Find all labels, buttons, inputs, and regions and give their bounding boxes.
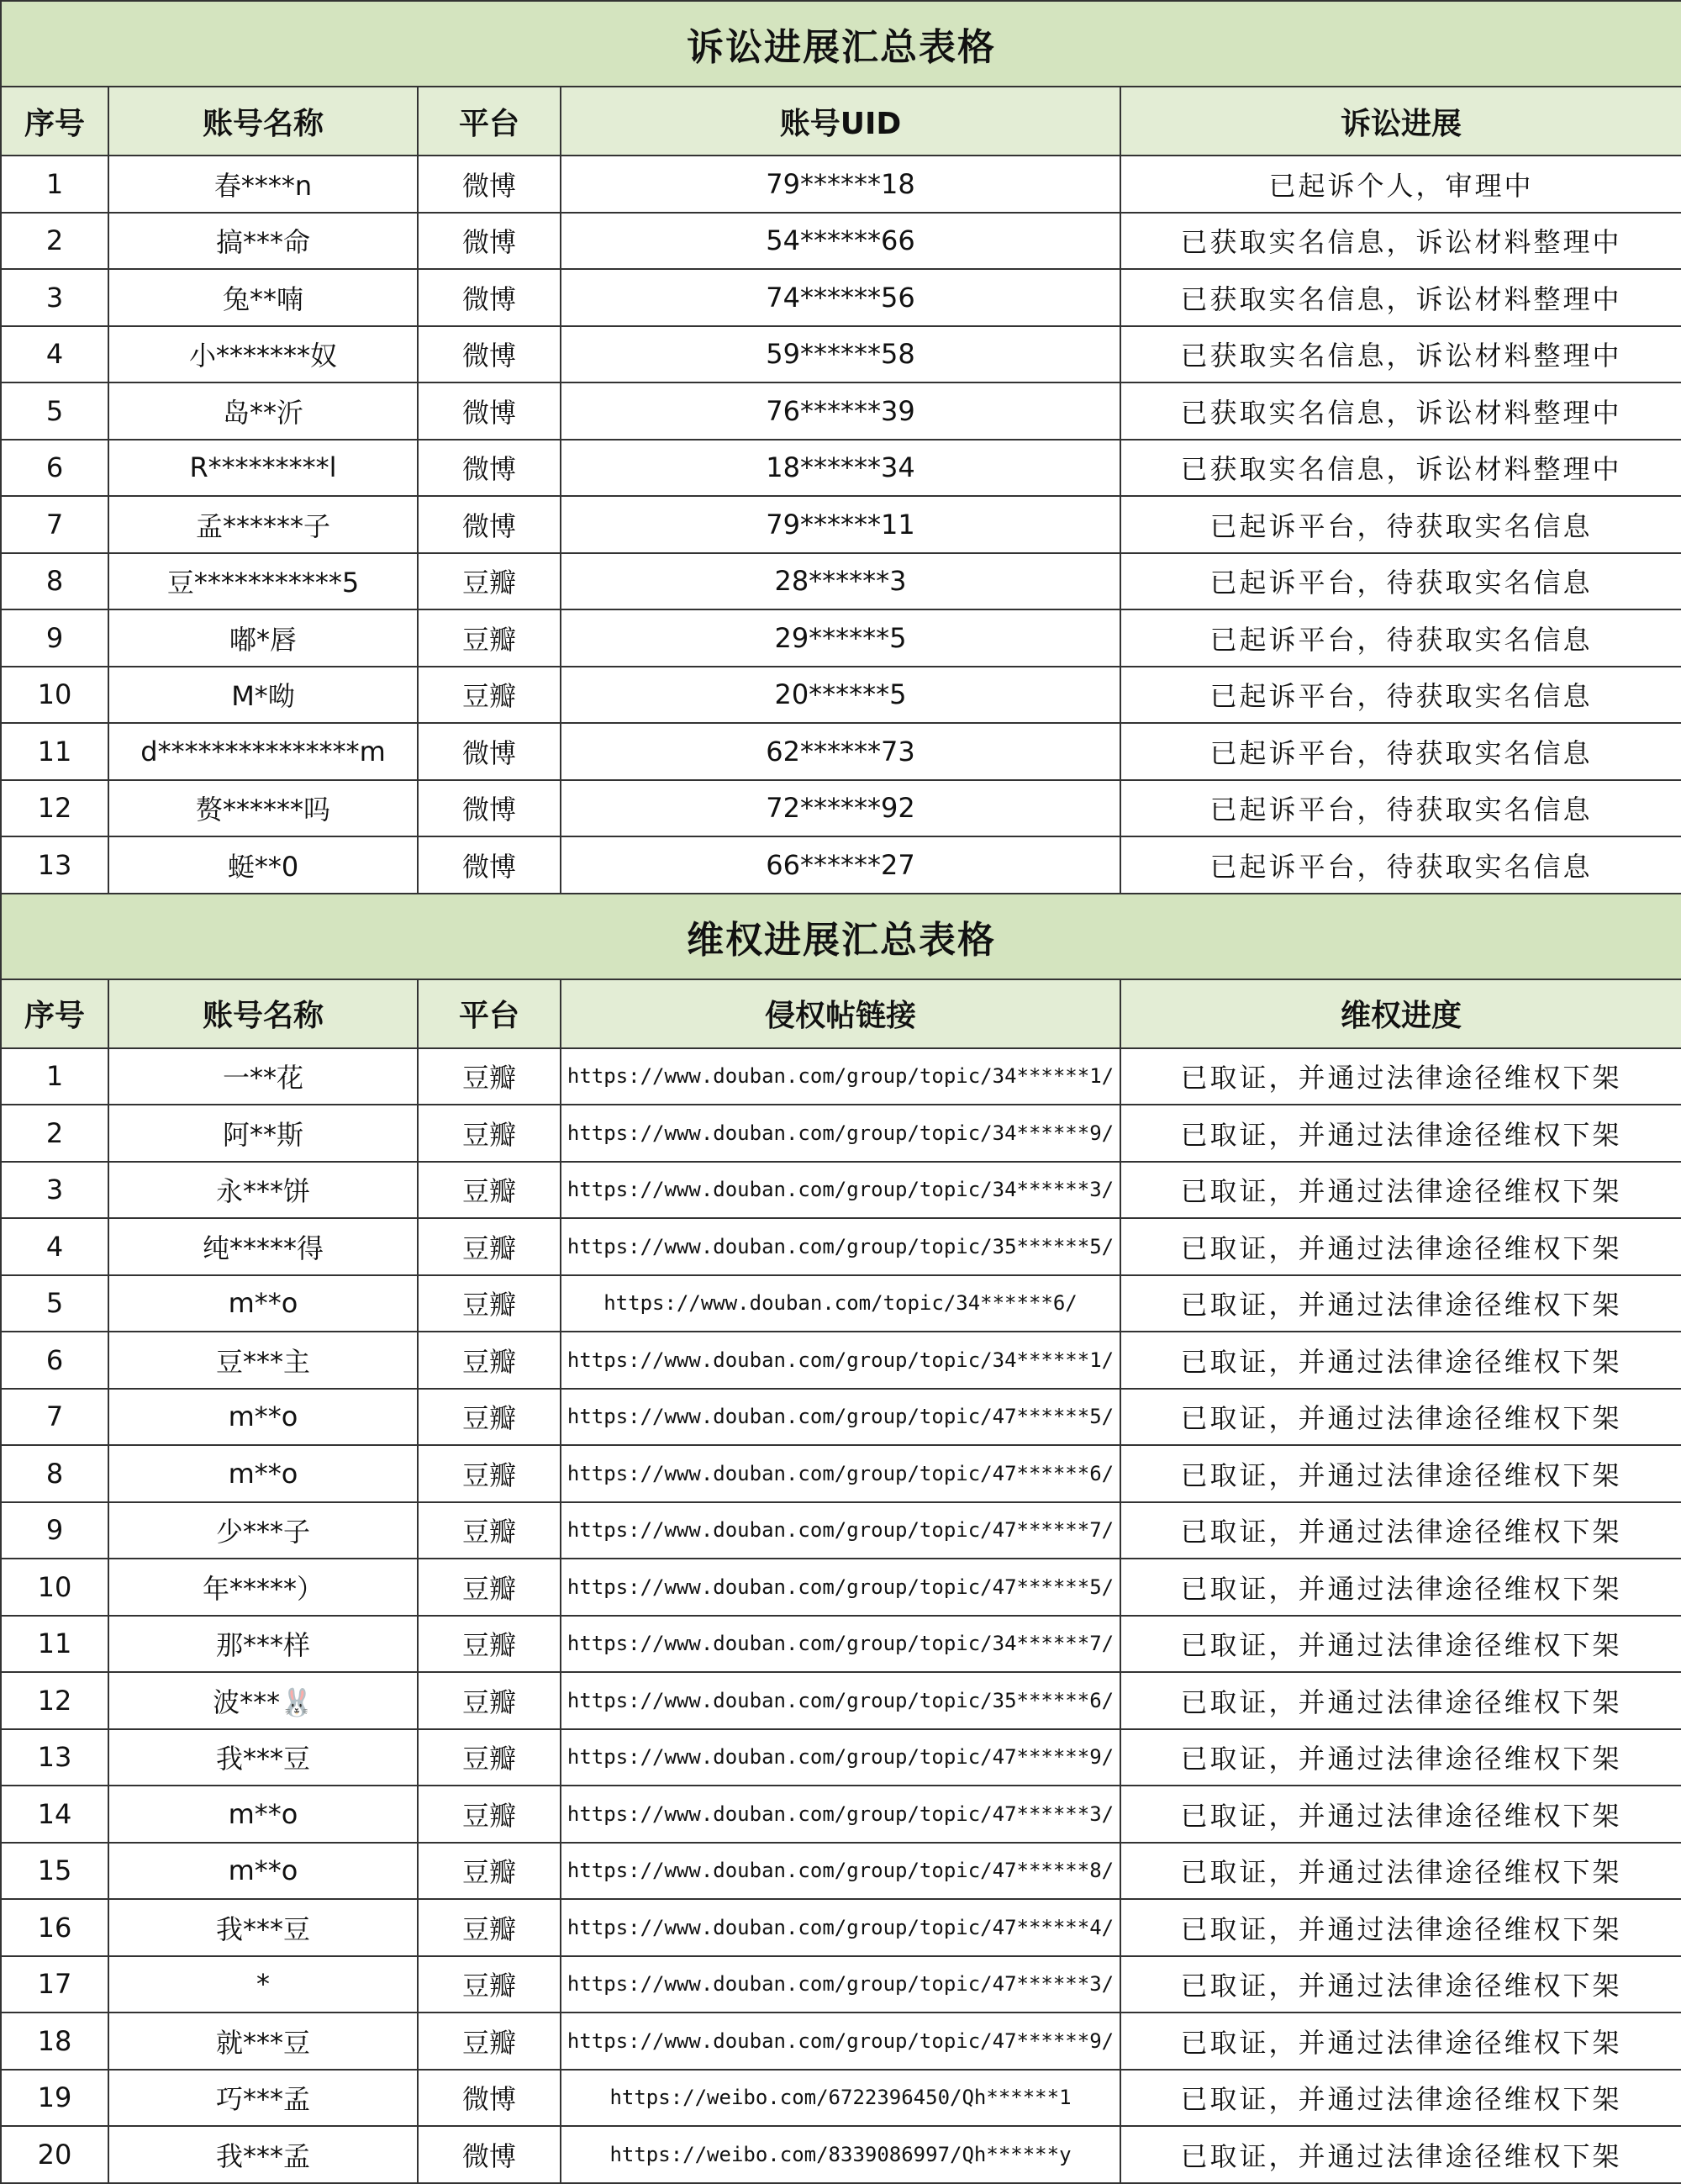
cell-account-name: 那***样	[108, 1616, 418, 1673]
cell-index: 1	[1, 156, 108, 213]
cell-rights-progress: 已取证，并通过法律途径维权下架	[1120, 1559, 1681, 1616]
cell-account-uid: 76******39	[561, 382, 1120, 440]
cell-account-uid: 74******56	[561, 269, 1120, 326]
cell-rights-progress: 已取证，并通过法律途径维权下架	[1120, 1048, 1681, 1105]
cell-account-name: m**o	[108, 1445, 418, 1502]
table-row	[1, 326, 1681, 383]
cell-index: 13	[1, 836, 108, 894]
table-row	[1, 1332, 1681, 1389]
table-row	[1, 1389, 1681, 1446]
table-row	[1, 1502, 1681, 1559]
cell-rights-progress: 已取证，并通过法律途径维权下架	[1120, 2070, 1681, 2127]
cell-platform: 微博	[418, 780, 561, 837]
cell-index: 1	[1, 1048, 108, 1105]
cell-platform: 微博	[418, 2070, 561, 2127]
cell-infringing-link[interactable]: https://www.douban.com/group/topic/47******9/	[561, 2013, 1120, 2070]
table-row	[1, 2070, 1681, 2127]
cell-infringing-link[interactable]: https://www.douban.com/group/topic/34******1/	[561, 1332, 1120, 1389]
table-row	[1, 496, 1681, 553]
cell-index: 6	[1, 1332, 108, 1389]
cell-infringing-link[interactable]: https://www.douban.com/group/topic/47******5/	[561, 1559, 1120, 1616]
header-litigation-progress: 诉讼进展	[1120, 87, 1681, 156]
cell-infringing-link[interactable]: https://www.douban.com/group/topic/34******1/	[561, 1048, 1120, 1105]
cell-platform: 微博	[418, 382, 561, 440]
cell-rights-progress: 已取证，并通过法律途径维权下架	[1120, 2126, 1681, 2183]
cell-index: 4	[1, 326, 108, 383]
header-index: 序号	[1, 87, 108, 156]
header-platform: 平台	[418, 979, 561, 1048]
cell-platform: 豆瓣	[418, 1218, 561, 1275]
cell-platform: 豆瓣	[418, 1275, 561, 1332]
header-index: 序号	[1, 979, 108, 1048]
cell-account-uid: 62******73	[561, 723, 1120, 780]
cell-platform: 豆瓣	[418, 553, 561, 610]
table-row	[1, 269, 1681, 326]
cell-platform: 豆瓣	[418, 1332, 561, 1389]
cell-account-name: 搞***命	[108, 213, 418, 270]
cell-account-name: 豆***********5	[108, 553, 418, 610]
cell-platform: 豆瓣	[418, 1105, 561, 1162]
cell-account-name: 年*****）	[108, 1559, 418, 1616]
litigation-header-row	[1, 87, 1681, 156]
cell-account-uid: 79******11	[561, 496, 1120, 553]
table-row	[1, 1445, 1681, 1502]
cell-account-name: 春****n	[108, 156, 418, 213]
cell-index: 2	[1, 1105, 108, 1162]
cell-platform: 微博	[418, 496, 561, 553]
cell-platform: 豆瓣	[418, 1616, 561, 1673]
cell-account-name: 我***豆	[108, 1729, 418, 1786]
cell-rights-progress: 已取证，并通过法律途径维权下架	[1120, 1729, 1681, 1786]
cell-account-name: 我***孟	[108, 2126, 418, 2183]
table-row	[1, 1218, 1681, 1275]
cell-rights-progress: 已取证，并通过法律途径维权下架	[1120, 1502, 1681, 1559]
header-account-name: 账号名称	[108, 87, 418, 156]
cell-platform: 微博	[418, 836, 561, 894]
cell-rights-progress: 已取证，并通过法律途径维权下架	[1120, 1105, 1681, 1162]
cell-rights-progress: 已取证，并通过法律途径维权下架	[1120, 1843, 1681, 1900]
cell-account-name: M*呦	[108, 667, 418, 724]
cell-account-uid: 54******66	[561, 213, 1120, 270]
cell-infringing-link[interactable]: https://www.douban.com/group/topic/47******5/	[561, 1389, 1120, 1446]
cell-index: 8	[1, 553, 108, 610]
cell-infringing-link[interactable]: https://www.douban.com/group/topic/35******6/	[561, 1672, 1120, 1729]
cell-infringing-link[interactable]: https://www.douban.com/group/topic/47******6/	[561, 1445, 1120, 1502]
table-row	[1, 2126, 1681, 2183]
cell-account-name: 永***饼	[108, 1162, 418, 1219]
cell-account-name: 我***豆	[108, 1899, 418, 1956]
cell-account-uid: 79******18	[561, 156, 1120, 213]
table-row	[1, 1786, 1681, 1843]
table-row	[1, 382, 1681, 440]
cell-account-uid: 66******27	[561, 836, 1120, 894]
cell-account-uid: 28******3	[561, 553, 1120, 610]
cell-platform: 微博	[418, 269, 561, 326]
header-rights-progress: 维权进度	[1120, 979, 1681, 1048]
cell-platform: 豆瓣	[418, 1389, 561, 1446]
cell-rights-progress: 已取证，并通过法律途径维权下架	[1120, 1162, 1681, 1219]
cell-rights-progress: 已取证，并通过法律途径维权下架	[1120, 1218, 1681, 1275]
table-row	[1, 1162, 1681, 1219]
cell-platform: 豆瓣	[418, 1559, 561, 1616]
cell-index: 9	[1, 609, 108, 667]
cell-rights-progress: 已取证，并通过法律途径维权下架	[1120, 2013, 1681, 2070]
rights-body	[1, 1048, 1681, 2183]
cell-infringing-link[interactable]: https://weibo.com/6722396450/Qh******1	[561, 2070, 1120, 2127]
litigation-title: 诉讼进展汇总表格	[1, 1, 1681, 87]
cell-account-name: 波***🐰	[108, 1672, 418, 1729]
cell-index: 3	[1, 1162, 108, 1219]
cell-platform: 豆瓣	[418, 1445, 561, 1502]
table-row	[1, 1956, 1681, 2013]
cell-rights-progress: 已取证，并通过法律途径维权下架	[1120, 1672, 1681, 1729]
table-row	[1, 1843, 1681, 1900]
cell-infringing-link[interactable]: https://www.douban.com/group/topic/47******4/	[561, 1899, 1120, 1956]
cell-platform: 豆瓣	[418, 1729, 561, 1786]
cell-index: 5	[1, 382, 108, 440]
cell-account-uid: 59******58	[561, 326, 1120, 383]
cell-index: 12	[1, 780, 108, 837]
cell-litigation-progress: 已起诉平台，待获取实名信息	[1120, 780, 1681, 837]
cell-index: 16	[1, 1899, 108, 1956]
cell-litigation-progress: 已起诉平台，待获取实名信息	[1120, 609, 1681, 667]
cell-platform: 豆瓣	[418, 609, 561, 667]
cell-litigation-progress: 已起诉平台，待获取实名信息	[1120, 723, 1681, 780]
header-platform: 平台	[418, 87, 561, 156]
cell-litigation-progress: 已获取实名信息，诉讼材料整理中	[1120, 440, 1681, 497]
cell-account-name: m**o	[108, 1389, 418, 1446]
cell-index: 7	[1, 496, 108, 553]
cell-infringing-link[interactable]: https://www.douban.com/group/topic/47******8/	[561, 1843, 1120, 1900]
cell-rights-progress: 已取证，并通过法律途径维权下架	[1120, 1616, 1681, 1673]
table-row	[1, 780, 1681, 837]
table-row	[1, 1899, 1681, 1956]
cell-infringing-link[interactable]: https://www.douban.com/group/topic/47******3/	[561, 1956, 1120, 2013]
cell-account-name: m**o	[108, 1843, 418, 1900]
cell-platform: 豆瓣	[418, 1502, 561, 1559]
table-row	[1, 1672, 1681, 1729]
cell-account-name: d***************m	[108, 723, 418, 780]
table-row	[1, 1105, 1681, 1162]
table-row	[1, 667, 1681, 724]
cell-account-uid: 20******5	[561, 667, 1120, 724]
cell-litigation-progress: 已起诉平台，待获取实名信息	[1120, 553, 1681, 610]
cell-litigation-progress: 已起诉个人，审理中	[1120, 156, 1681, 213]
litigation-body	[1, 156, 1681, 894]
table-row	[1, 213, 1681, 270]
cell-platform: 微博	[418, 156, 561, 213]
cell-account-name: 少***子	[108, 1502, 418, 1559]
cell-account-name: 岛**沂	[108, 382, 418, 440]
table-row	[1, 2013, 1681, 2070]
cell-infringing-link[interactable]: https://www.douban.com/group/topic/47******7/	[561, 1502, 1120, 1559]
cell-litigation-progress: 已获取实名信息，诉讼材料整理中	[1120, 269, 1681, 326]
table-row	[1, 1275, 1681, 1332]
cell-index: 4	[1, 1218, 108, 1275]
cell-index: 17	[1, 1956, 108, 2013]
cell-rights-progress: 已取证，并通过法律途径维权下架	[1120, 1786, 1681, 1843]
cell-litigation-progress: 已获取实名信息，诉讼材料整理中	[1120, 213, 1681, 270]
cell-index: 11	[1, 723, 108, 780]
cell-infringing-link[interactable]: https://www.douban.com/group/topic/34******7/	[561, 1616, 1120, 1673]
cell-infringing-link[interactable]: https://www.douban.com/topic/34******6/	[561, 1275, 1120, 1332]
rights-header-row	[1, 979, 1681, 1048]
cell-account-name: 豆***主	[108, 1332, 418, 1389]
table-row	[1, 723, 1681, 780]
cell-platform: 微博	[418, 723, 561, 780]
cell-account-name: 赘******吗	[108, 780, 418, 837]
cell-account-name: 一**花	[108, 1048, 418, 1105]
cell-platform: 豆瓣	[418, 1048, 561, 1105]
cell-infringing-link[interactable]: https://weibo.com/8339086997/Qh******y	[561, 2126, 1120, 2183]
table-row	[1, 1729, 1681, 1786]
cell-index: 12	[1, 1672, 108, 1729]
cell-index: 13	[1, 1729, 108, 1786]
cell-index: 20	[1, 2126, 108, 2183]
cell-infringing-link[interactable]: https://www.douban.com/group/topic/34******9/	[561, 1105, 1120, 1162]
cell-platform: 豆瓣	[418, 1672, 561, 1729]
cell-account-name: 阿**斯	[108, 1105, 418, 1162]
table-row	[1, 440, 1681, 497]
cell-infringing-link[interactable]: https://www.douban.com/group/topic/34******3/	[561, 1162, 1120, 1219]
table-row	[1, 553, 1681, 610]
cell-index: 10	[1, 667, 108, 724]
cell-account-name: m**o	[108, 1275, 418, 1332]
cell-account-uid: 29******5	[561, 609, 1120, 667]
rights-table	[0, 894, 1681, 2184]
cell-account-name: R*********l	[108, 440, 418, 497]
cell-litigation-progress: 已获取实名信息，诉讼材料整理中	[1120, 382, 1681, 440]
table-row	[1, 156, 1681, 213]
cell-platform: 豆瓣	[418, 1786, 561, 1843]
table-row	[1, 1048, 1681, 1105]
cell-index: 10	[1, 1559, 108, 1616]
header-account-name: 账号名称	[108, 979, 418, 1048]
cell-platform: 微博	[418, 326, 561, 383]
cell-platform: 豆瓣	[418, 2013, 561, 2070]
cell-index: 15	[1, 1843, 108, 1900]
cell-index: 14	[1, 1786, 108, 1843]
cell-index: 6	[1, 440, 108, 497]
cell-platform: 豆瓣	[418, 1899, 561, 1956]
litigation-table	[0, 0, 1681, 894]
table-row	[1, 1616, 1681, 1673]
table-row	[1, 1559, 1681, 1616]
cell-index: 7	[1, 1389, 108, 1446]
cell-index: 18	[1, 2013, 108, 2070]
cell-index: 8	[1, 1445, 108, 1502]
cell-rights-progress: 已取证，并通过法律途径维权下架	[1120, 1389, 1681, 1446]
cell-account-name: 纯*****得	[108, 1218, 418, 1275]
cell-platform: 豆瓣	[418, 667, 561, 724]
header-account-uid: 账号UID	[561, 87, 1120, 156]
cell-account-name: 小*******奴	[108, 326, 418, 383]
cell-index: 2	[1, 213, 108, 270]
cell-account-uid: 18******34	[561, 440, 1120, 497]
cell-account-name: 就***豆	[108, 2013, 418, 2070]
cell-index: 19	[1, 2070, 108, 2127]
cell-account-uid: 72******92	[561, 780, 1120, 837]
cell-index: 5	[1, 1275, 108, 1332]
cell-platform: 豆瓣	[418, 1162, 561, 1219]
cell-infringing-link[interactable]: https://www.douban.com/group/topic/35******5/	[561, 1218, 1120, 1275]
cell-index: 3	[1, 269, 108, 326]
cell-litigation-progress: 已起诉平台，待获取实名信息	[1120, 667, 1681, 724]
cell-account-name: *	[108, 1956, 418, 2013]
rights-title: 维权进展汇总表格	[1, 894, 1681, 979]
cell-rights-progress: 已取证，并通过法律途径维权下架	[1120, 1332, 1681, 1389]
cell-platform: 微博	[418, 213, 561, 270]
cell-rights-progress: 已取证，并通过法律途径维权下架	[1120, 1956, 1681, 2013]
cell-platform: 微博	[418, 440, 561, 497]
cell-infringing-link[interactable]: https://www.douban.com/group/topic/47******9/	[561, 1729, 1120, 1786]
cell-rights-progress: 已取证，并通过法律途径维权下架	[1120, 1445, 1681, 1502]
cell-rights-progress: 已取证，并通过法律途径维权下架	[1120, 1275, 1681, 1332]
cell-account-name: m**o	[108, 1786, 418, 1843]
cell-platform: 豆瓣	[418, 1956, 561, 2013]
cell-index: 11	[1, 1616, 108, 1673]
cell-account-name: 兔**喃	[108, 269, 418, 326]
cell-account-name: 蜓**0	[108, 836, 418, 894]
cell-litigation-progress: 已起诉平台，待获取实名信息	[1120, 836, 1681, 894]
cell-rights-progress: 已取证，并通过法律途径维权下架	[1120, 1899, 1681, 1956]
cell-index: 9	[1, 1502, 108, 1559]
cell-platform: 微博	[418, 2126, 561, 2183]
cell-platform: 豆瓣	[418, 1843, 561, 1900]
header-infringing-link: 侵权帖链接	[561, 979, 1120, 1048]
cell-litigation-progress: 已获取实名信息，诉讼材料整理中	[1120, 326, 1681, 383]
cell-account-name: 孟******子	[108, 496, 418, 553]
table-row	[1, 836, 1681, 894]
table-row	[1, 609, 1681, 667]
cell-account-name: 巧***孟	[108, 2070, 418, 2127]
cell-litigation-progress: 已起诉平台，待获取实名信息	[1120, 496, 1681, 553]
cell-infringing-link[interactable]: https://www.douban.com/group/topic/47******3/	[561, 1786, 1120, 1843]
cell-account-name: 嘟*唇	[108, 609, 418, 667]
